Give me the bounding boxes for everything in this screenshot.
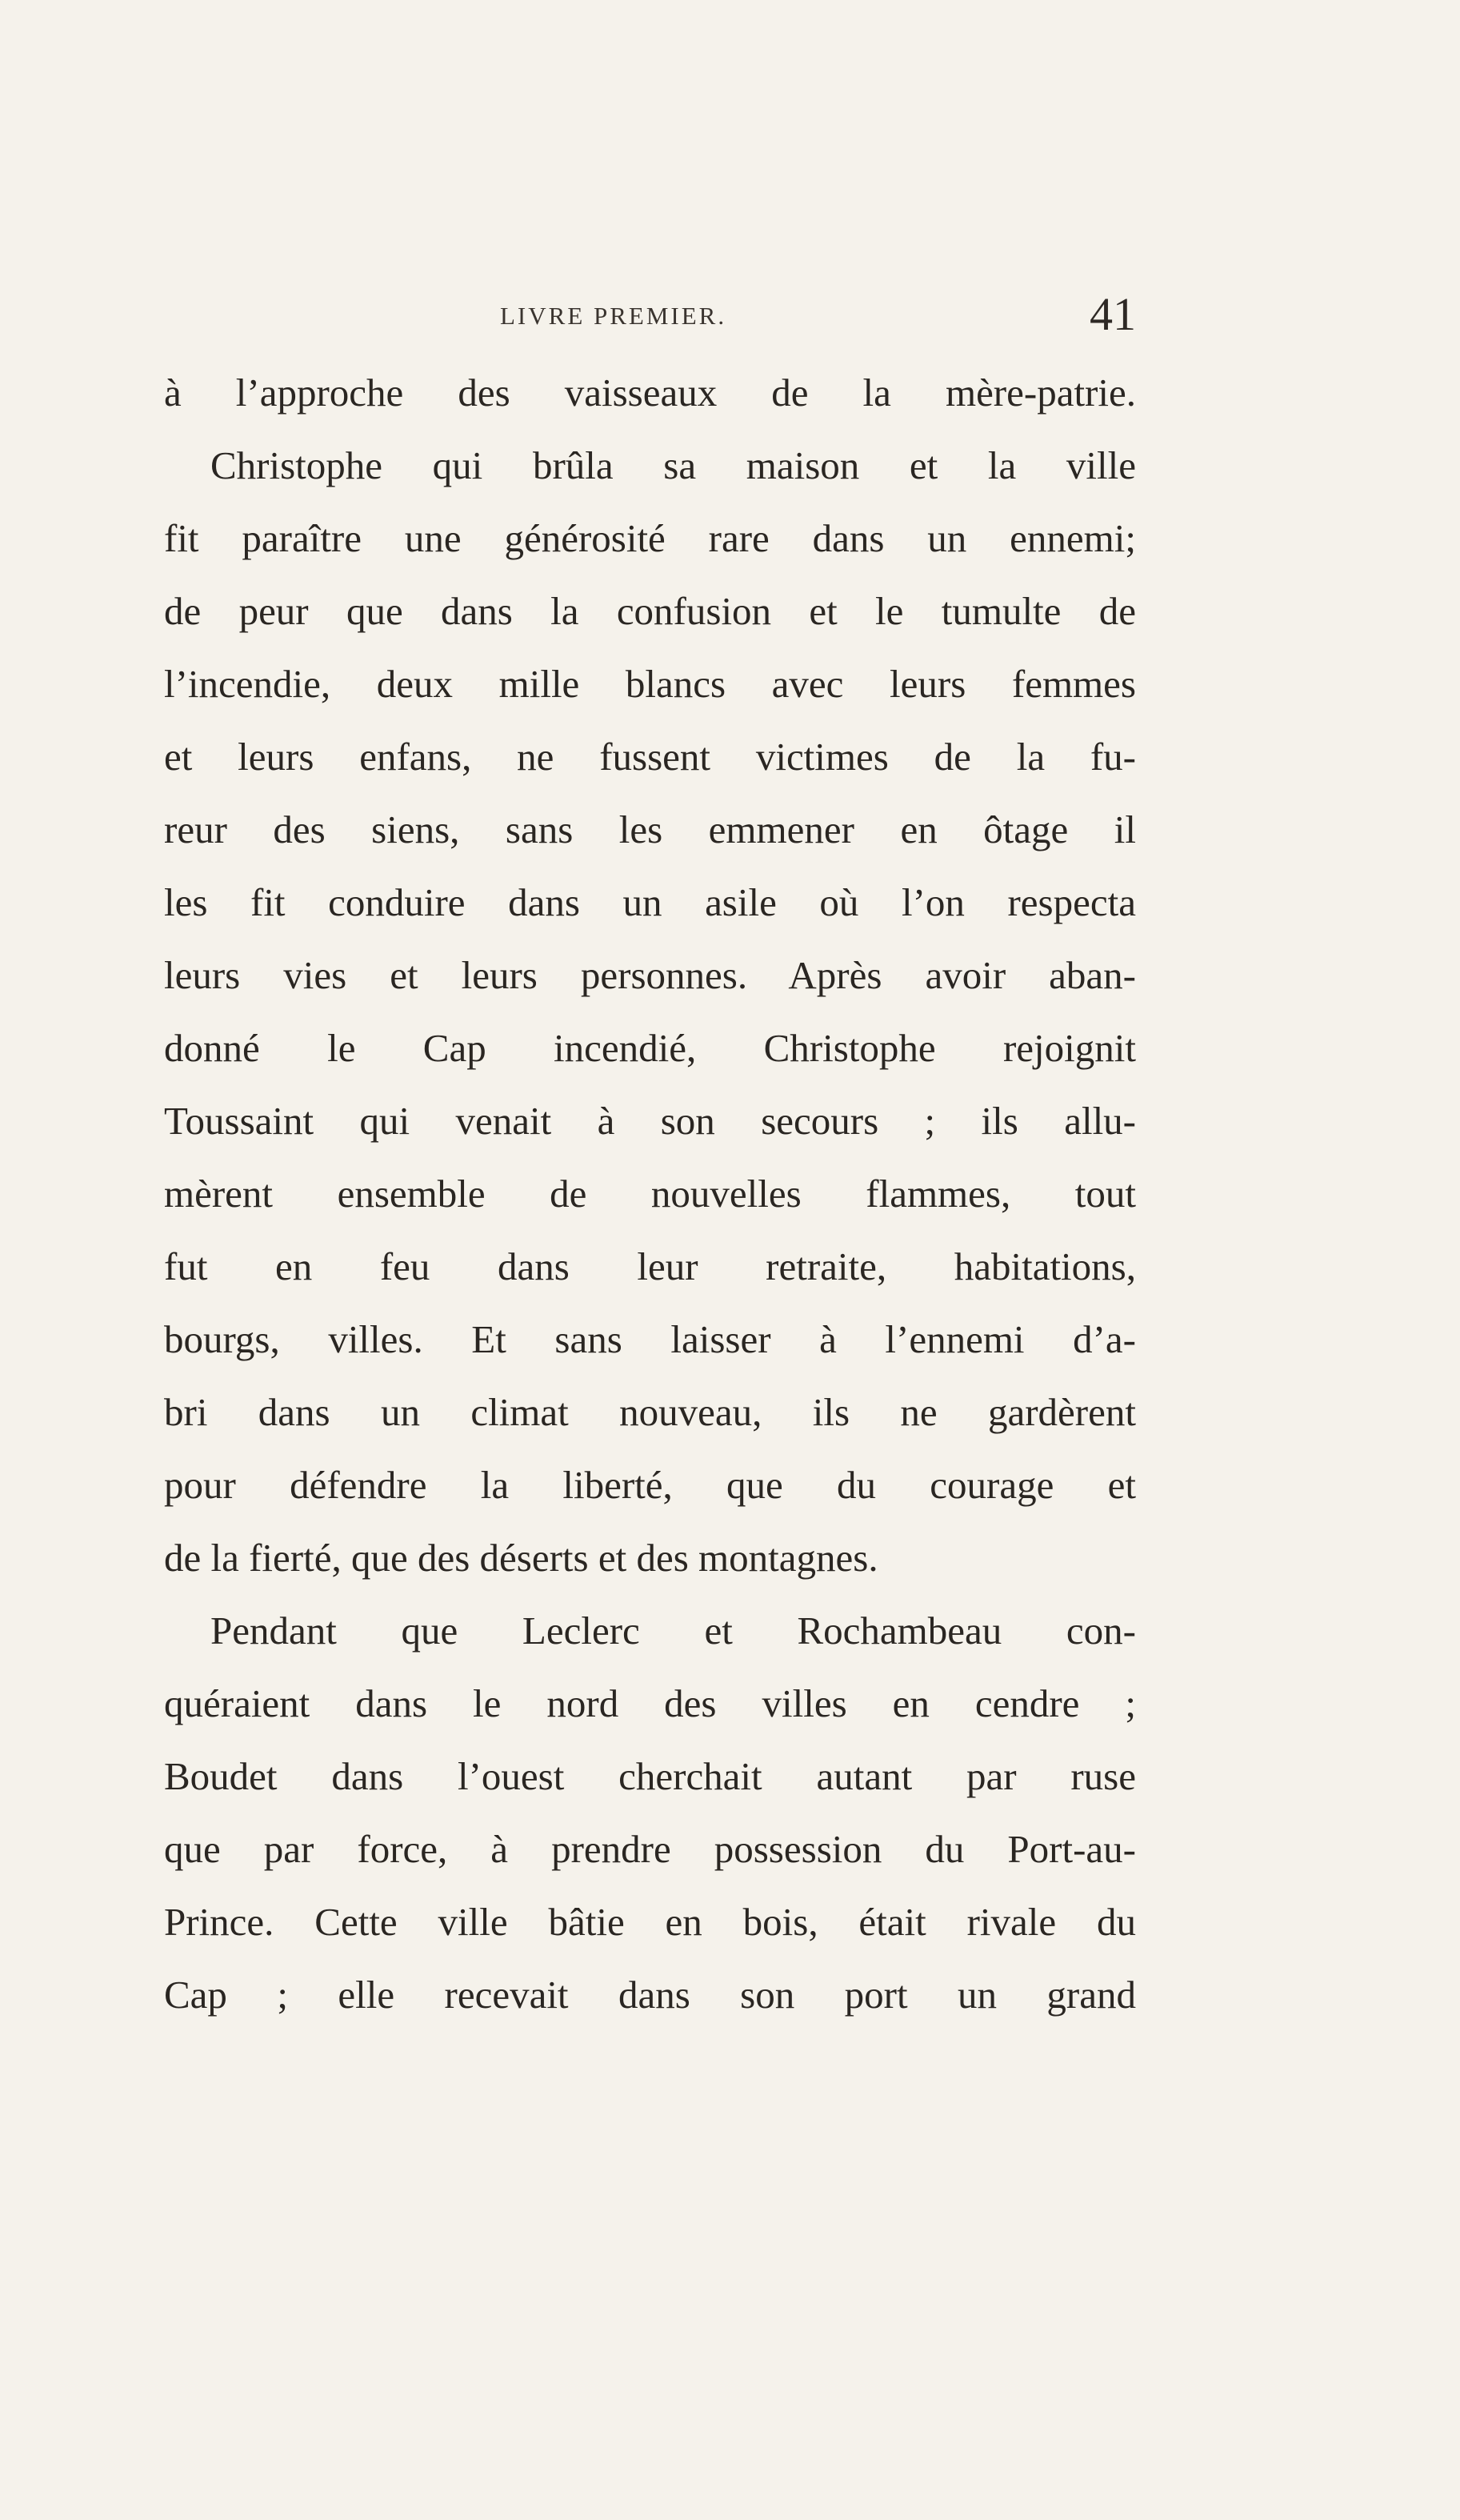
text-line: bri dans un climat nouveau, ils ne gardèrent (164, 1390, 1136, 1434)
text-line: pour défendre la liberté, que du courage et (164, 1463, 1136, 1507)
text-line: reur des siens, sans les emmener en ôtage il (164, 807, 1136, 851)
text-line: mèrent ensemble de nouvelles flammes, tout (164, 1172, 1136, 1216)
text-line: donné le Cap incendié, Christophe rejoignit (164, 1026, 1136, 1070)
text-line: de peur que dans la confusion et le tumulte de (164, 589, 1136, 633)
text-line: bourgs, villes. Et sans laisser à l’ennemi d’a- (164, 1317, 1136, 1361)
running-head: LIVRE PREMIER. (500, 302, 727, 330)
text-line: les fit conduire dans un asile où l’on respecta (164, 880, 1136, 924)
text-line: quéraient dans le nord des villes en cendre ; (164, 1681, 1136, 1725)
body-text (164, 356, 1136, 2031)
text-line: l’incendie, deux mille blancs avec leurs femmes (164, 662, 1136, 706)
text-line: et leurs enfans, ne fussent victimes de la fu- (164, 735, 1136, 779)
text-line: fut en feu dans leur retraite, habitations, (164, 1244, 1136, 1288)
page-number: 41 (1090, 288, 1136, 340)
text-line: Pendant que Leclerc et Rochambeau con- (210, 1609, 1136, 1653)
text-line: de la fierté, que des déserts et des montagnes. (164, 1536, 878, 1580)
text-line: Prince. Cette ville bâtie en bois, était rivale du (164, 1900, 1136, 1944)
text-line: Boudet dans l’ouest cherchait autant par ruse (164, 1754, 1136, 1798)
text-line: Christophe qui brûla sa maison et la ville (210, 443, 1136, 487)
text-line: Cap ; elle recevait dans son port un grand (164, 1973, 1136, 2017)
text-line: leurs vies et leurs personnes. Après avoir aban- (164, 953, 1136, 997)
page-header (164, 288, 1136, 356)
text-line: Toussaint qui venait à son secours ; ils allu- (164, 1099, 1136, 1143)
text-line: que par force, à prendre possession du Port-au- (164, 1827, 1136, 1871)
text-line: à l’approche des vaisseaux de la mère-patrie. (164, 371, 1136, 415)
text-line: fit paraître une générosité rare dans un ennemi; (164, 516, 1136, 560)
